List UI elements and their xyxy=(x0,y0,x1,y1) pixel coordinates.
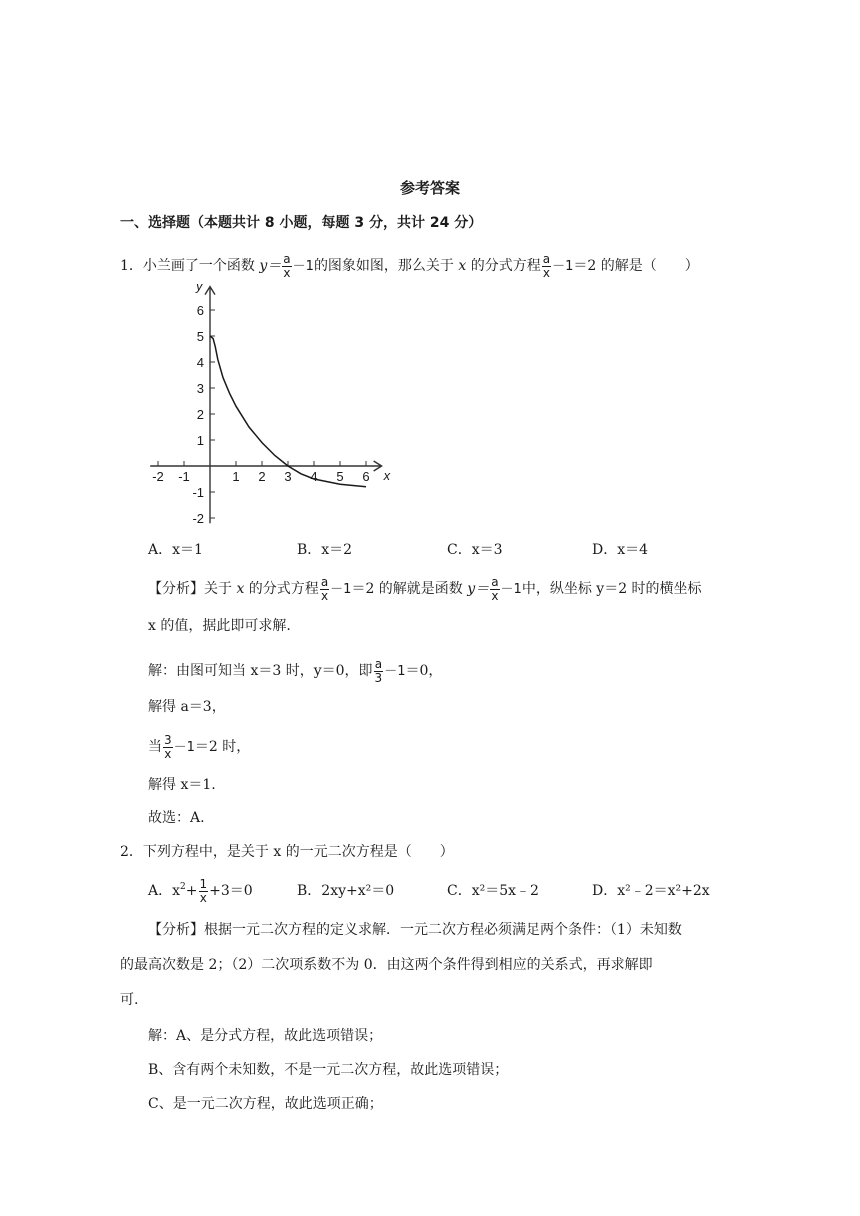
q2-option-d: D．x²﹣2＝x²+2x xyxy=(592,883,710,899)
x-tick-label: 5 xyxy=(336,469,344,484)
question-number: 2． xyxy=(120,844,143,860)
x-tick-label: 2 xyxy=(258,469,266,484)
section-heading: 一、选择题（本题共计 8 小题，每题 3 分，共计 24 分） xyxy=(120,215,483,231)
option-b: B．x＝2 xyxy=(297,542,353,558)
q2-solution-c: C、是一元二次方程，故此选项正确； xyxy=(148,1096,383,1112)
q2-option-b: B．2xy+x²＝0 xyxy=(297,883,395,899)
q2-solution-b: B、含有两个未知数，不是一元二次方程，故此选项错误； xyxy=(148,1062,509,1078)
q2-analysis-line-2: 的最高次数是 2；（2）二次项系数不为 0．由这两个条件得到相应的关系式，再求解即 xyxy=(120,957,653,973)
fraction: $\frac{3}{x}$ xyxy=(164,732,172,761)
y-tick-label: 3 xyxy=(196,381,204,396)
option-c: C．x＝3 xyxy=(447,542,503,558)
x-tick-label: 4 xyxy=(310,469,318,484)
q2-option-a: A．$x^2+$ $\frac{1}{x}$ +3＝0 xyxy=(148,876,253,905)
q2-analysis-line-1: 【分析】根据一元二次方程的定义求解．一元二次方程必须满足两个条件：（1）未知数 xyxy=(148,922,682,938)
question-1-stem: 1．小兰画了一个函数 y＝ $\frac{a}{x}$ －1的图象如图，那么关于 x 的分式方程 $\frac{a}{x}$ －1＝2 的解是（ ） xyxy=(120,251,699,280)
analysis-tag: 【分析】 xyxy=(148,922,204,938)
x-axis-label: x xyxy=(383,468,391,483)
x-tick-label: -1 xyxy=(178,469,190,484)
y-tick-label: -2 xyxy=(192,511,204,526)
fraction: $\frac{a}{x}$ xyxy=(542,251,551,280)
q1-solution-line-1: 解：由图可知当 x＝3 时，y＝0，即 $\frac{a}{3}$ －1＝0， xyxy=(148,656,443,685)
x-tick-label: 6 xyxy=(362,469,370,484)
option-a: A．x＝1 xyxy=(148,542,203,558)
page-title: 参考答案 xyxy=(399,179,460,197)
fraction: $\frac{a}{x}$ xyxy=(491,574,499,603)
option-d: D．x＝4 xyxy=(592,542,649,558)
y-tick-label: 1 xyxy=(196,433,204,448)
question-2-stem: 2．下列方程中，是关于 x 的一元二次方程是（ ） xyxy=(120,844,454,860)
function-graph xyxy=(140,284,400,534)
question-number: 1． xyxy=(120,258,143,274)
y-tick-label: 5 xyxy=(196,329,204,344)
q1-solution-line-5: 故选：A. xyxy=(148,810,205,826)
q2-option-c: C．x²＝5x﹣2 xyxy=(447,883,539,899)
q1-solution-line-2: 解得 a＝3， xyxy=(148,699,226,715)
analysis-tag: 【分析】 xyxy=(148,581,204,597)
x-tick-label: -2 xyxy=(152,469,164,484)
q1-solution-line-4: 解得 x＝1. xyxy=(148,777,216,793)
q2-analysis-line-3: 可. xyxy=(120,992,139,1008)
fraction: $\frac{a}{x}$ xyxy=(283,251,291,280)
x-tick-label: 3 xyxy=(284,469,292,484)
q1-solution-line-3: 当 $\frac{3}{x}$ －1＝2 时， xyxy=(148,732,251,761)
fraction: $\frac{a}{x}$ xyxy=(320,574,329,603)
q1-analysis-line-1: 【分析】关于 x 的分式方程 $\frac{a}{x}$ －1＝2 的解就是函数 y＝ $\frac{a}{x}$ －1中，纵坐标 y＝2 时的横坐标 xyxy=(148,574,702,603)
y-tick-label: 6 xyxy=(196,303,204,318)
y-tick-label: 4 xyxy=(196,355,204,370)
fraction: $\frac{a}{3}$ xyxy=(374,656,383,685)
y-tick-label: -1 xyxy=(192,485,204,500)
q2-solution-a: 解：A、是分式方程，故此选项错误； xyxy=(148,1028,383,1044)
fraction: $\frac{1}{x}$ xyxy=(199,876,208,905)
y-tick-label: 2 xyxy=(196,407,204,422)
x-tick-label: 1 xyxy=(232,469,240,484)
q1-analysis-line-2: x 的值，据此即可求解. xyxy=(148,618,291,634)
y-axis-label: y xyxy=(196,284,203,294)
